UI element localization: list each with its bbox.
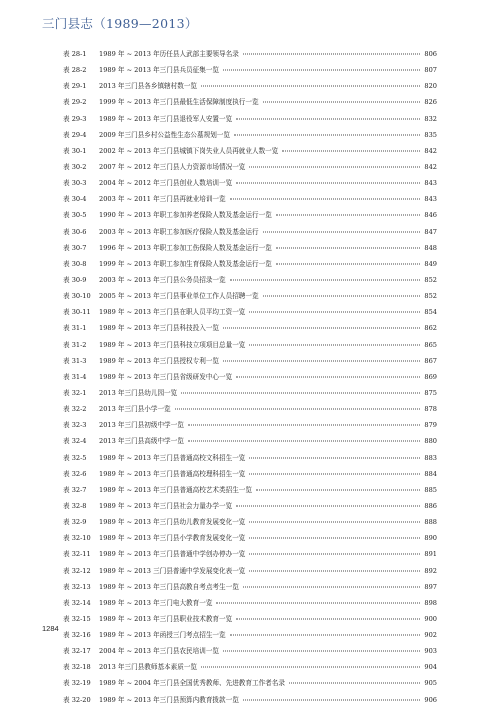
toc-entry-page: 842: [424, 146, 437, 155]
toc-entry[interactable]: [63, 258, 437, 274]
toc-entry-label: 表 28-1: [63, 50, 87, 58]
toc-entry-page: 826: [424, 98, 437, 107]
toc-entry-title: 1989 年 ~ 2013 年三门县幼儿教育发展变化一览: [99, 518, 246, 527]
toc-entry[interactable]: [63, 274, 437, 290]
dot-leader: [230, 279, 420, 280]
toc-entry[interactable]: [63, 629, 437, 645]
toc-entry-label: 表 30-9: [63, 275, 87, 284]
toc-entry-page: 867: [424, 356, 437, 365]
toc-entry-label: 表 31-3: [63, 356, 87, 365]
toc-entry-label: 表 32-3: [63, 421, 87, 430]
toc-entry-page: 900: [424, 614, 437, 623]
toc-entry-page: 890: [424, 534, 437, 543]
dot-leader: [236, 183, 420, 184]
toc-entry-label: 表 32-4: [63, 437, 87, 446]
toc-entry-title: 1989 年 ~ 2013 年三门县退役军人安置一览: [99, 114, 233, 123]
dot-leader: [230, 635, 420, 636]
toc-entry-title: 2013 年三门县教师基本素质一览: [99, 663, 198, 672]
toc-entry-label: 表 32-9: [63, 518, 87, 527]
toc-entry-label: 表 31-1: [63, 324, 87, 333]
toc-entry[interactable]: [63, 387, 437, 403]
toc-entry-page: 903: [424, 647, 437, 656]
toc-entry-label: 表 32-11: [63, 550, 91, 559]
toc-entry-label: 表 32-2: [63, 405, 87, 414]
toc-entry-title: 2002 年 ~ 2013 年三门县城镇下岗失业人员再就业人数一览: [99, 146, 279, 155]
toc-entry-page: 820: [424, 82, 437, 91]
toc-entry-label: 表 32-17: [63, 647, 91, 656]
toc-entry-page: 843: [424, 179, 437, 188]
toc-entry-page: 888: [424, 518, 437, 527]
toc-entry-label: 表 31-4: [63, 372, 87, 381]
toc-entry-label: 表 32-14: [63, 598, 91, 607]
toc-entry[interactable]: [63, 661, 437, 677]
toc-entry-label: 表 32-20: [63, 695, 91, 704]
toc-entry-label: 表 32-19: [63, 679, 91, 688]
toc-entry[interactable]: [63, 500, 437, 516]
dot-leader: [230, 199, 420, 200]
toc-entry[interactable]: [63, 403, 437, 419]
dot-leader: [188, 441, 420, 442]
toc-entry-label: 表 32-10: [63, 534, 91, 543]
toc-entry-label: 表 32-7: [63, 485, 87, 494]
toc-entry-title: 2013 年三门县各乡镇辖村数一览: [99, 82, 198, 91]
toc-entry[interactable]: [63, 548, 437, 564]
dot-leader: [249, 522, 420, 523]
dot-leader: [276, 247, 420, 248]
toc-entry[interactable]: [63, 581, 437, 597]
toc-entry-page: 854: [424, 308, 437, 317]
toc-entry-title: 1989 年 ~ 2013 年三门县普通中学创办停办一览: [99, 550, 246, 559]
toc-entry-page: 846: [424, 211, 437, 220]
toc-entry[interactable]: [63, 484, 437, 500]
toc-entry-label: 表 30-1: [63, 146, 87, 155]
toc-entry[interactable]: [63, 80, 437, 96]
toc-entry-page: 885: [424, 485, 437, 494]
dot-leader: [249, 473, 420, 474]
toc-entry-page: 891: [424, 550, 437, 559]
page-number: 1284: [42, 624, 59, 633]
dot-leader: [243, 699, 420, 700]
toc-entry-page: 875: [424, 388, 437, 397]
dot-leader: [175, 409, 420, 410]
dot-leader: [216, 602, 420, 603]
dot-leader: [223, 328, 420, 329]
toc-entry-page: 880: [424, 437, 437, 446]
toc-entry-label: 表 32-8: [63, 501, 87, 510]
dot-leader: [256, 489, 420, 490]
toc-entry[interactable]: [63, 64, 437, 80]
toc-entry[interactable]: [63, 468, 437, 484]
toc-entry-label: 表 29-1: [63, 82, 87, 91]
toc-entry-label: 表 29-3: [63, 114, 87, 123]
toc-entry-label: 表 32-16: [63, 631, 91, 640]
dot-leader: [249, 457, 420, 458]
dot-leader: [263, 102, 420, 103]
toc-entry-title: 1989 年 ~ 2013 年三门县普通高校文科招生一览: [99, 453, 246, 462]
toc-entry-page: 806: [424, 50, 437, 58]
toc-entry[interactable]: [63, 145, 437, 161]
dot-leader: [181, 392, 420, 393]
toc-entry[interactable]: [63, 516, 437, 532]
toc-entry-page: 878: [424, 405, 437, 414]
toc-entry-page: 892: [424, 566, 437, 575]
toc-entry-page: 905: [424, 679, 437, 688]
toc-entry-label: 表 28-2: [63, 66, 87, 75]
toc-entry[interactable]: [63, 452, 437, 468]
toc-entry-title: 2003 年 ~ 2013 年职工参加医疗保险人数及基金运行: [99, 227, 259, 236]
toc-entry-title: 2005 年 ~ 2013 年三门县事业单位工作人员招聘一览: [99, 292, 259, 301]
toc-entry-page: 848: [424, 243, 437, 252]
running-header: 三门县志（1989—2013）: [42, 16, 198, 31]
toc-entry-page: 879: [424, 421, 437, 430]
dot-leader: [223, 70, 420, 71]
dot-leader: [201, 667, 420, 668]
toc-entry[interactable]: [63, 532, 437, 548]
toc-entry[interactable]: [63, 597, 437, 613]
toc-entry[interactable]: [63, 161, 437, 177]
toc-entry-title: 1989 年 ~ 2013 年三门县职业技术教育一览: [99, 614, 233, 623]
dot-leader: [249, 538, 420, 539]
toc-entry-title: 1989 年 ~ 2013 年三门县普通高校艺术类招生一览: [99, 485, 252, 494]
toc-entry-label: 表 32-13: [63, 582, 91, 591]
toc-entry-title: 2004 年 ~ 2012 年三门县创业人数培训一览: [99, 179, 233, 188]
toc-entry-title: 1989 年 ~ 2013 年三门县在职人员平均工资一览: [99, 308, 246, 317]
toc-entry-title: 2013 年三门县高级中学一览: [99, 437, 184, 446]
toc-entry-title: 2013 年三门县小学一览: [99, 405, 171, 414]
dot-leader: [243, 54, 420, 55]
toc-entry-page: 906: [424, 695, 437, 704]
dot-leader: [276, 263, 420, 264]
toc-entry-title: 1989 年 ~ 2013 年三门县小学教育发展变化一览: [99, 534, 246, 543]
toc-entry[interactable]: [63, 226, 437, 242]
dot-leader: [263, 231, 420, 232]
dot-leader: [276, 215, 420, 216]
toc-entry-label: 表 30-2: [63, 162, 87, 171]
toc-entry-page: 883: [424, 453, 437, 462]
toc-entry-page: 807: [424, 66, 437, 75]
toc-entry-label: 表 30-3: [63, 179, 87, 188]
toc-entry-page: 849: [424, 259, 437, 268]
dot-leader: [201, 86, 420, 87]
toc-entry-page: 902: [424, 631, 437, 640]
toc-entry-label: 表 29-4: [63, 130, 87, 139]
toc-entry[interactable]: [63, 177, 437, 193]
toc-entry-label: 表 31-2: [63, 340, 87, 349]
toc-entry-title: 1989 年 ~ 2013 年历任县人武部主要领导名录: [99, 50, 239, 58]
toc-entry-title: 1989 年 ~ 2013 年三门县省级研发中心一览: [99, 372, 233, 381]
toc-entry-page: 886: [424, 501, 437, 510]
toc-entry-title: 1989 年 ~ 2004 年三门县全国优秀教师、先进教育工作者名录: [99, 679, 285, 688]
toc-entry[interactable]: [63, 435, 437, 451]
toc-entry-label: 表 30-6: [63, 227, 87, 236]
toc-entry-page: 832: [424, 114, 437, 123]
toc-entry[interactable]: [63, 96, 437, 112]
toc-entry-title: 1989 年 ~ 2013 年三门县兵员征集一览: [99, 66, 220, 75]
toc-entry-title: 2007 年 ~ 2012 年三门县人力资源市场情况一览: [99, 162, 246, 171]
toc-entry-page: 835: [424, 130, 437, 139]
dot-leader: [289, 683, 420, 684]
toc-entry-title: 1989 年 ~ 2013 年三门县科技投入一览: [99, 324, 220, 333]
toc-entry-title: 1996 年 ~ 2013 年职工参加工伤保险人数及基金运行一览: [99, 243, 272, 252]
toc-entry-page: 898: [424, 598, 437, 607]
toc-entry[interactable]: [63, 242, 437, 258]
toc-entry[interactable]: [63, 355, 437, 371]
toc-entry-label: 表 29-2: [63, 98, 87, 107]
toc-entry-title: 1989 年 ~ 2013 年三门县社会力量办学一览: [99, 501, 233, 510]
toc-entry-label: 表 32-6: [63, 469, 87, 478]
toc-entry-page: 842: [424, 162, 437, 171]
dot-leader: [236, 618, 420, 619]
dot-leader: [234, 134, 420, 135]
toc-entry-label: 表 30-11: [63, 308, 91, 317]
toc-entry-label: 表 30-4: [63, 195, 87, 204]
toc-entry-page: 869: [424, 372, 437, 381]
dot-leader: [249, 312, 420, 313]
toc-entry-title: 1989 年 ~ 2013 年三门县高教自考点考生一览: [99, 582, 239, 591]
toc-entry-title: 1989 年 ~ 2013 年函授三门考点招生一览: [99, 631, 226, 640]
dot-leader: [249, 554, 420, 555]
toc-entry-page: 852: [424, 275, 437, 284]
table-of-contents-list: [63, 48, 437, 710]
dot-leader: [282, 150, 420, 151]
toc-entry-page: 884: [424, 469, 437, 478]
toc-entry-page: 862: [424, 324, 437, 333]
toc-entry-title: 1989 年 ~ 2013 年三门县普通高校理科招生一览: [99, 469, 246, 478]
toc-entry-label: 表 32-18: [63, 663, 91, 672]
toc-entry-label: 表 30-7: [63, 243, 87, 252]
toc-entry-title: 1989 年 ~ 2013 三门县普通中学发展变化表一览: [99, 566, 246, 575]
toc-entry-label: 表 32-12: [63, 566, 91, 575]
toc-entry-page: 904: [424, 663, 437, 672]
toc-entry[interactable]: [63, 677, 437, 693]
toc-entry-label: 表 32-15: [63, 614, 91, 623]
toc-entry-page: 843: [424, 195, 437, 204]
toc-entry[interactable]: [63, 322, 437, 338]
toc-entry[interactable]: [63, 613, 437, 629]
toc-entry-title: 1989 年 ~ 2013 年三门县授权专利一览: [99, 356, 220, 365]
dot-leader: [243, 586, 420, 587]
toc-entry[interactable]: [63, 419, 437, 435]
toc-entry-label: 表 30-8: [63, 259, 87, 268]
toc-entry-page: 847: [424, 227, 437, 236]
toc-entry-label: 表 30-5: [63, 211, 87, 220]
toc-entry-title: 1989 年 ~ 2013 年三门县预算内教育拨款一览: [99, 695, 239, 704]
toc-entry[interactable]: [63, 113, 437, 129]
toc-entry-title: 1989 年 ~ 2013 年三门县科技立项项目总量一览: [99, 340, 246, 349]
toc-entry-title: 1999 年 ~ 2013 年三门县最低生活保障制度执行一览: [99, 98, 259, 107]
toc-entry[interactable]: [63, 209, 437, 225]
toc-entry-title: 2013 年三门县幼儿园一览: [99, 388, 178, 397]
dot-leader: [188, 425, 420, 426]
toc-entry[interactable]: [63, 129, 437, 145]
toc-entry-page: 852: [424, 292, 437, 301]
dot-leader: [236, 505, 420, 506]
toc-entry-title: 2004 年 ~ 2013 年三门县农民培训一览: [99, 647, 220, 656]
toc-entry[interactable]: [63, 48, 437, 64]
dot-leader: [263, 296, 420, 297]
toc-entry-label: 表 30-10: [63, 292, 91, 301]
toc-entry-title: 2009 年三门县乡村公益性生态公墓规划一览: [99, 130, 230, 139]
toc-entry-label: 表 32-1: [63, 388, 87, 397]
toc-entry-title: 1989 年 ~ 2013 年三门电大教育一览: [99, 598, 213, 607]
toc-entry-title: 2003 年 ~ 2011 年三门县再就业培训一览: [99, 195, 226, 204]
toc-entry[interactable]: [63, 290, 437, 306]
dot-leader: [223, 360, 420, 361]
toc-entry[interactable]: [63, 306, 437, 322]
dot-leader: [236, 118, 420, 119]
toc-entry-title: 1990 年 ~ 2013 年职工参加养老保险人数及基金运行一览: [99, 211, 272, 220]
toc-entry-label: 表 32-5: [63, 453, 87, 462]
toc-entry-title: 2013 年三门县初级中学一览: [99, 421, 184, 430]
toc-entry-title: 2003 年 ~ 2013 年三门县公务员招录一览: [99, 275, 226, 284]
dot-leader: [249, 570, 420, 571]
toc-entry-page: 865: [424, 340, 437, 349]
toc-entry-title: 1999 年 ~ 2013 年职工参加生育保险人数及基金运行一览: [99, 259, 272, 268]
toc-entry[interactable]: [63, 565, 437, 581]
toc-entry[interactable]: [63, 193, 437, 209]
dot-leader: [236, 376, 420, 377]
toc-entry[interactable]: [63, 694, 437, 710]
dot-leader: [249, 166, 420, 167]
toc-entry[interactable]: [63, 371, 437, 387]
toc-entry[interactable]: [63, 645, 437, 661]
toc-entry-page: 897: [424, 582, 437, 591]
dot-leader: [249, 344, 420, 345]
toc-entry[interactable]: [63, 339, 437, 355]
